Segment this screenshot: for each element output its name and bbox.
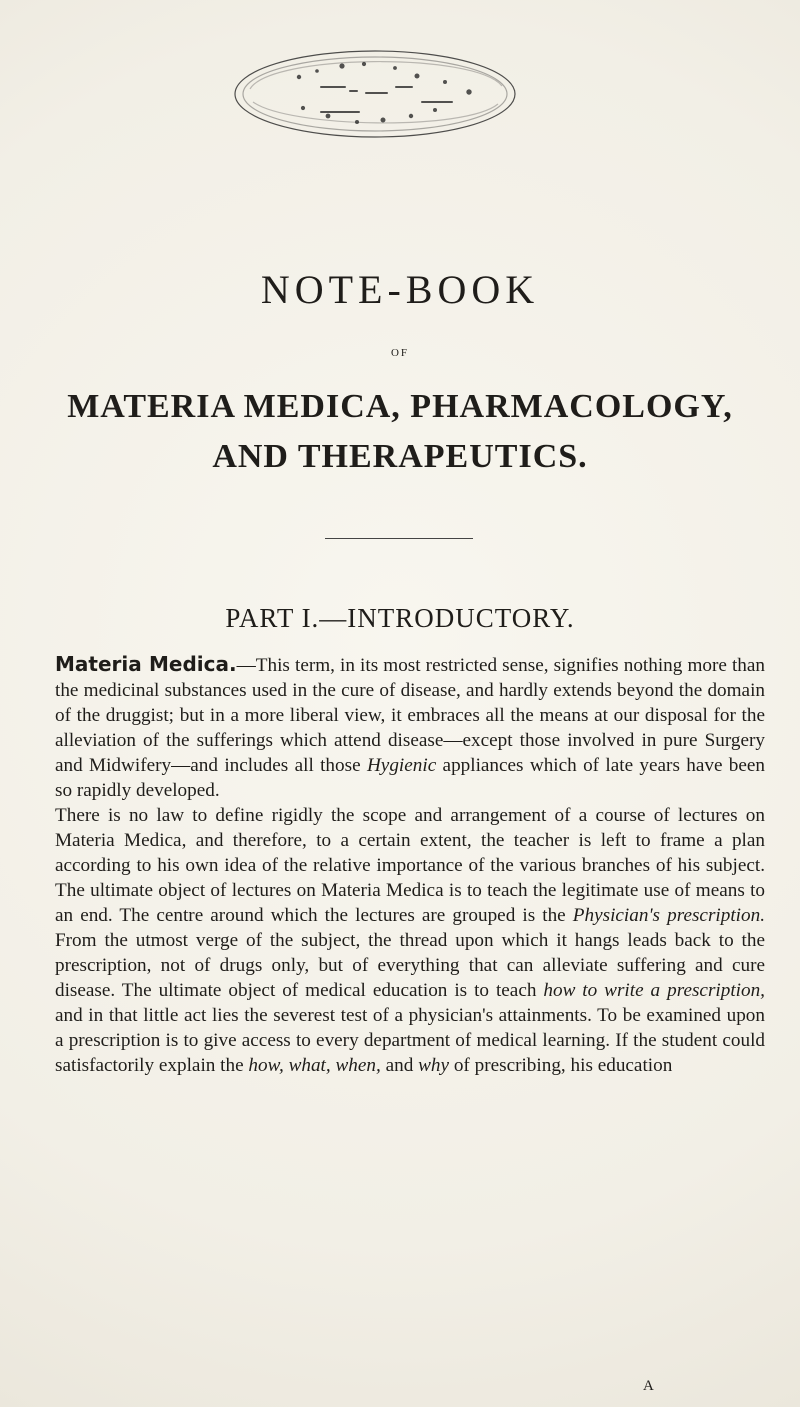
paragraph-text: From the utmost verge of the subject, the thread upon which it hangs leads back to the prescription, not of drugs only, but of everything that can alleviate suffering and cure disease. The ultimate object of medical education is to teach xyxy=(55,930,765,1001)
intro-paragraph xyxy=(55,652,765,803)
italic-term: how to write a prescription, xyxy=(543,980,765,1001)
paragraph-text: and xyxy=(380,1055,419,1076)
paragraph-text: —This term, in its most restricted sense, signifies nothing more than the medicinal substances used in the cure of disease, and hardly extends beyond the domain of the druggist; but in a more liberal view, it embraces all the means at our disposal for the alleviation of the sufferings which attend disease—except those involved in pure Surgery and Midwifery—and includes all those xyxy=(55,655,765,776)
part-title: PART I.—INTRODUCTORY. xyxy=(225,603,575,633)
library-stamp xyxy=(225,34,525,154)
book-title: NOTE-BOOK xyxy=(260,267,540,312)
book-subtitle xyxy=(0,382,800,482)
paragraph-text: There is no law to define rigidly the scope and arrangement of a course of lectures on Materia Medica, and therefore, to a certain extent, the teacher is left to frame a plan according to his own idea of the relative importance of the various branches of his subject. The ultimate object of lectures on Materia Medica is to teach the legitimate use of means to an end. The centre around which the lectures are grouped is the xyxy=(55,805,765,926)
body-text xyxy=(55,652,765,1078)
title-connector: OF xyxy=(390,347,410,359)
section-divider xyxy=(325,538,473,539)
italic-term: Physician's prescription. xyxy=(572,905,765,926)
subtitle-line-2: AND THERAPEUTICS. xyxy=(212,438,588,475)
subtitle-line-1: MATERIA MEDICA, PHARMACOLOGY, xyxy=(67,388,733,425)
italic-term: why xyxy=(418,1055,450,1076)
paragraph-text: of prescribing, his education xyxy=(449,1055,673,1076)
main-paragraph xyxy=(55,803,765,1078)
paragraph-text: appliances which of late years have been so rapidly developed. xyxy=(55,755,766,801)
italic-term: Hygienic xyxy=(366,755,437,776)
italic-term: how, what, when, xyxy=(248,1055,381,1076)
paragraph-text: and in that little act lies the severest test of a physician's attainments. To be examined upon a prescription is to give access to every department of medical learning. If the student could satisfactorily explain the xyxy=(55,1005,765,1076)
lead-heading: Materia Medica. xyxy=(55,652,237,676)
signature-mark: A xyxy=(643,1378,654,1394)
